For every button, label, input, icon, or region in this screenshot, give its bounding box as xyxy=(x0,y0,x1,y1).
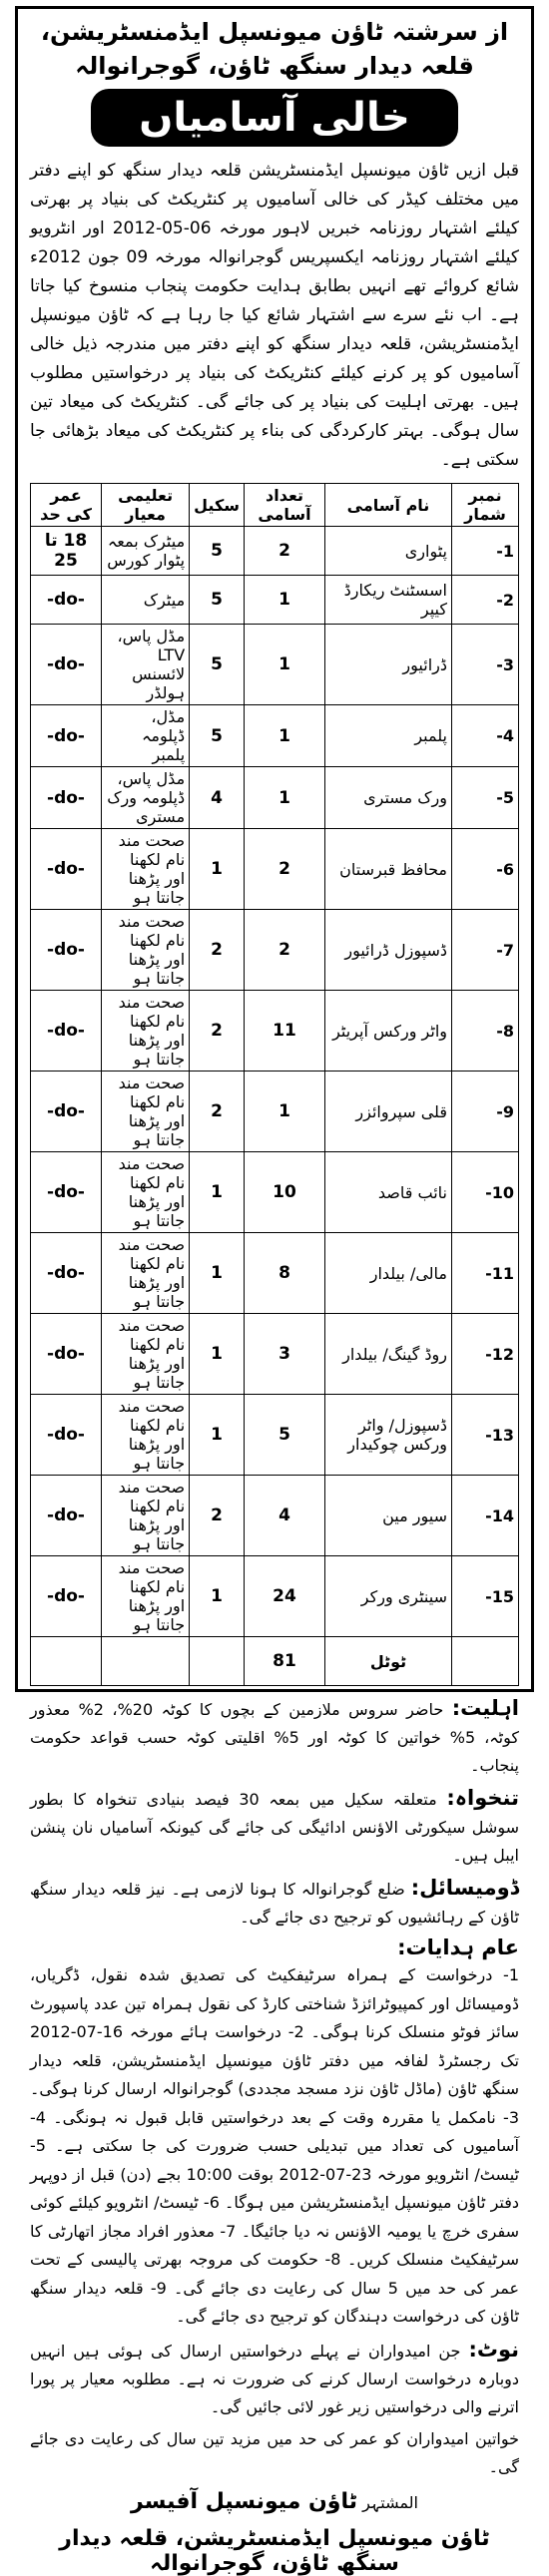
row-scale: 1 xyxy=(190,1395,245,1476)
row-sno: 2- xyxy=(452,576,519,625)
row-post: نائب قاصد xyxy=(325,1152,452,1233)
table-row xyxy=(31,1314,519,1395)
row-education: صحت مند نام لکھنا اور پڑھنا جانتا ہو xyxy=(102,1233,190,1314)
row-scale: 5 xyxy=(190,527,245,576)
row-age: -do- xyxy=(31,705,102,767)
row-count: 10 xyxy=(245,1152,325,1233)
row-post: پلمبر xyxy=(325,705,452,767)
row-scale: 5 xyxy=(190,576,245,625)
advertiser-block xyxy=(30,2489,519,2514)
header-education: تعلیمی معیار xyxy=(102,484,190,527)
row-sno: 5- xyxy=(452,767,519,829)
row-scale: 5 xyxy=(190,625,245,705)
row-age: -do- xyxy=(31,829,102,910)
row-count: 1 xyxy=(245,705,325,767)
row-count: 1 xyxy=(245,1072,325,1152)
row-scale: 5 xyxy=(190,705,245,767)
table-header-row xyxy=(31,484,519,527)
header-count: تعداد آسامی xyxy=(245,484,325,527)
row-sno: 9- xyxy=(452,1072,519,1152)
note-text: جن امیدواران نے پہلے درخواستیں ارسال کی ہوئی ہیں انہیں دوبارہ درخواست ارسال کرنے کی ضرورت نہ ہے۔ مطلوبہ معیار پر پورا اترنے والی درخواستیں زیر غور لائی جائیں گی۔ xyxy=(30,2341,519,2416)
row-scale: 1 xyxy=(190,1152,245,1233)
instructions-text: 1- درخواست کے ہمراہ سرٹیفکیٹ کی تصدیق شدہ نقول، ڈگریاں، ڈومیسائل اور کمپیوٹرائزڈ شناختی کارڈ کی نقول ہمراہ تین عدد پاسپورٹ سائز فوٹو منسلک کرنا ہوگی۔ 2- درخواست ہائے مورخہ 16-07-2012 تک رجسٹرڈ لفافہ میں دفتر ٹاؤن میونسپل ایڈمنسٹریشن، قلعہ دیدار سنگھ ٹاؤن (ماڈل ٹاؤن نزد مسجد مجددی) گوجرانوالہ ارسال کرنا ہوگی۔ 3- نامکمل یا مقررہ وقت کے بعد درخواستیں قابل قبول نہ ہونگی۔ 4- آسامیوں کی تعداد میں تبدیلی حسب ضرورت کی جا سکتی ہے۔ 5- ٹیسٹ/ انٹرویو مورخہ 23-07-2012 بوقت 10:00 بجے (دن) قبل از دوپہر دفتر ٹاؤن میونسپل ایڈمنسٹریشن میں ہوگا۔ 6- ٹیسٹ/ انٹرویو کیلئے کوئی سفری خرچ یا یومیہ الاؤنس نہ دیا جائیگا۔ 7- معذور افراد مجاز اتھارٹی کا سرٹیفکیٹ منسلک کریں۔ 8- حکومت کی مروجہ بھرتی پالیسی کے تحت عمر کی حد میں 5 سال کی رعایت دی جائے گی۔ 9- قلعہ دیدار سنگھ ٹاؤن کی درخواست دہندگان کو ترجیح دی جائے گی۔ xyxy=(30,1965,520,2326)
vacancies-table xyxy=(30,483,519,1686)
row-post: سیور مین xyxy=(325,1476,452,1556)
row-age: -do- xyxy=(31,910,102,991)
table-row xyxy=(31,1476,519,1556)
row-age: -do- xyxy=(31,576,102,625)
table-row xyxy=(31,1072,519,1152)
row-count: 2 xyxy=(245,527,325,576)
title-wrap xyxy=(30,89,519,147)
row-education: صحت مند نام لکھنا اور پڑھنا جانتا ہو xyxy=(102,829,190,910)
row-sno: 15- xyxy=(452,1556,519,1637)
row-count: 5 xyxy=(245,1395,325,1476)
salary-section xyxy=(30,1784,519,1870)
table-row xyxy=(31,1395,519,1476)
row-education: صحت مند نام لکھنا اور پڑھنا جانتا ہو xyxy=(102,991,190,1072)
row-education: مڈل پاس، LTV لائسنس ہولڈر xyxy=(102,625,190,705)
row-count: 4 xyxy=(245,1476,325,1556)
issuer-header: از سرشتہ ٹاؤن میونسپل ایڈمنسٹریشن، قلعہ دیدار سنگھ ٹاؤن، گوجرانوالہ xyxy=(40,18,509,80)
row-sno: 12- xyxy=(452,1314,519,1395)
row-age: 18 تا 25 xyxy=(31,527,102,576)
row-age: -do- xyxy=(31,1072,102,1152)
row-count: 1 xyxy=(245,625,325,705)
row-education: مڈل، ڈپلومہ پلمبر xyxy=(102,705,190,767)
footer-address: ٹاؤن میونسپل ایڈمنسٹریشن، قلعہ دیدار سنگھ ٹاؤن، گوجرانوالہ xyxy=(59,2525,490,2576)
row-post: محافظ قبرستان xyxy=(325,829,452,910)
row-scale: 1 xyxy=(190,1233,245,1314)
row-sno: 14- xyxy=(452,1476,519,1556)
note-label: نوٹ: xyxy=(468,2337,519,2361)
vacancies-title: خالی آسامیاں xyxy=(91,89,458,147)
row-age: -do- xyxy=(31,1395,102,1476)
row-count: 1 xyxy=(245,576,325,625)
row-age: -do- xyxy=(31,1152,102,1233)
row-post: ڈسپوزل ڈرائیور xyxy=(325,910,452,991)
row-sno: 4- xyxy=(452,705,519,767)
total-empty-age xyxy=(31,1637,102,1686)
row-count: 1 xyxy=(245,767,325,829)
row-post: اسسٹنٹ ریکارڈ کیپر xyxy=(325,576,452,625)
row-age: -do- xyxy=(31,625,102,705)
advertiser-label: المشتہر xyxy=(362,2492,418,2512)
row-count: 2 xyxy=(245,829,325,910)
table-row xyxy=(31,576,519,625)
domicile-section xyxy=(30,1874,519,1932)
row-age: -do- xyxy=(31,1314,102,1395)
domicile-text: ضلع گوجرانوالہ کا ہونا لازمی ہے۔ نیز قلعہ دیدار سنگھ ٹاؤن کے رہائشیوں کو ترجیح دی جائے گی۔ xyxy=(30,1880,519,1927)
row-post: ڈسپوزل/ واٹر ورکس چوکیدار xyxy=(325,1395,452,1476)
row-post: سینٹری ورکر xyxy=(325,1556,452,1637)
row-education: صحت مند نام لکھنا اور پڑھنا جانتا ہو xyxy=(102,910,190,991)
row-age: -do- xyxy=(31,767,102,829)
row-age: -do- xyxy=(31,991,102,1072)
row-sno: 3- xyxy=(452,625,519,705)
row-count: 8 xyxy=(245,1233,325,1314)
advertiser-title: ٹاؤن میونسپل آفیسر xyxy=(131,2488,357,2514)
row-post: ڈرائیور xyxy=(325,625,452,705)
row-education: میٹرک xyxy=(102,576,190,625)
eligibility-section xyxy=(30,1694,519,1780)
row-education: صحت مند نام لکھنا اور پڑھنا جانتا ہو xyxy=(102,1395,190,1476)
row-post: مالی/ بیلدار xyxy=(325,1233,452,1314)
row-sno: 10- xyxy=(452,1152,519,1233)
row-scale: 2 xyxy=(190,910,245,991)
row-count: 24 xyxy=(245,1556,325,1637)
women-note: خواتین امیدواران کو عمر کی حد میں مزید تین سال کی رعایت دی جائے گی۔ xyxy=(30,2428,519,2476)
row-post: واٹر ورکس آپریٹر xyxy=(325,991,452,1072)
row-post: روڈ گینگ/ بیلدار xyxy=(325,1314,452,1395)
header-age: عمر کی حد xyxy=(31,484,102,527)
row-scale: 1 xyxy=(190,1556,245,1637)
row-count: 11 xyxy=(245,991,325,1072)
total-empty-scale xyxy=(190,1637,245,1686)
row-age: -do- xyxy=(31,1556,102,1637)
salary-text: متعلقہ سکیل میں بمعہ 30 فیصد بنیادی تنخواہ کا بطور سوشل سیکورٹی الاؤنس ادائیگی کی جائے گی کیونکہ آسامیاں نان پنشن ایبل ہیں۔ xyxy=(30,1790,519,1865)
row-scale: 4 xyxy=(190,767,245,829)
row-sno: 1- xyxy=(452,527,519,576)
row-education: میٹرک بمعہ پٹوار کورس xyxy=(102,527,190,576)
table-row xyxy=(31,1152,519,1233)
row-count: 2 xyxy=(245,910,325,991)
row-scale: 2 xyxy=(190,1476,245,1556)
row-count: 3 xyxy=(245,1314,325,1395)
row-post: قلی سپروائزر xyxy=(325,1072,452,1152)
total-label: ٹوٹل xyxy=(325,1637,452,1686)
table-row xyxy=(31,1556,519,1637)
row-sno: 11- xyxy=(452,1233,519,1314)
row-scale: 1 xyxy=(190,829,245,910)
table-row xyxy=(31,625,519,705)
advertisement-page xyxy=(15,6,534,2576)
table-row xyxy=(31,767,519,829)
table-row xyxy=(31,910,519,991)
row-sno: 13- xyxy=(452,1395,519,1476)
instructions-label: عام ہدایات: xyxy=(397,1935,519,1959)
header-sno: نمبر شمار xyxy=(452,484,519,527)
domicile-label: ڈومیسائل: xyxy=(410,1876,519,1900)
total-row xyxy=(31,1637,519,1686)
eligibility-label: اہلیت: xyxy=(451,1696,519,1720)
row-sno: 6- xyxy=(452,829,519,910)
table-row xyxy=(31,991,519,1072)
row-education: صحت مند نام لکھنا اور پڑھنا جانتا ہو xyxy=(102,1476,190,1556)
table-row xyxy=(31,527,519,576)
row-age: -do- xyxy=(31,1476,102,1556)
total-empty-edu xyxy=(102,1637,190,1686)
row-education: صحت مند نام لکھنا اور پڑھنا جانتا ہو xyxy=(102,1152,190,1233)
total-empty-sno xyxy=(452,1637,519,1686)
header-post: نام آسامی xyxy=(325,484,452,527)
row-sno: 7- xyxy=(452,910,519,991)
eligibility-text: حاضر سروس ملازمین کے بچوں کا کوٹہ 20%، 2% معذور کوٹہ، 5% خواتین کا کوٹہ اور 5% اقلیتی کوٹہ حسب قواعد حکومت پنجاب۔ xyxy=(30,1700,519,1775)
row-scale: 2 xyxy=(190,1072,245,1152)
row-post: پٹواری xyxy=(325,527,452,576)
row-education: صحت مند نام لکھنا اور پڑھنا جانتا ہو xyxy=(102,1556,190,1637)
table-row xyxy=(31,1233,519,1314)
row-age: -do- xyxy=(31,1233,102,1314)
table-row xyxy=(31,705,519,767)
row-sno: 8- xyxy=(452,991,519,1072)
row-scale: 1 xyxy=(190,1314,245,1395)
table-row xyxy=(31,829,519,910)
row-education: مڈل پاس، ڈپلومہ ورک مستری xyxy=(102,767,190,829)
salary-label: تنخواہ: xyxy=(446,1786,520,1810)
note-section xyxy=(30,2336,519,2421)
intro-paragraph: قبل ازیں ٹاؤن میونسپل ایڈمنسٹریشن قلعہ دیدار سنگھ کو اپنے دفتر میں مختلف کیڈر کی خالی آسامیوں پر کنٹریکٹ کی بنیاد پر بھرتی کیلئے اشتہار روزنامہ خبریں لاہور مورخہ 06-05-2012 اور انٹرویو کیلئے اشتہار روزنامہ ایکسپریس گوجرانوالہ مورخہ 09 جون 2012ء شائع کروائے تھے انہیں بطابق ہدایت حکومت پنجاب منسوخ کیا جاتا ہے۔ اب نئے سرے سے اشتہار شائع کیا جا رہا ہے کہ ٹاؤن میونسپل ایڈمنسٹریشن، قلعہ دیدار سنگھ کو اپنے دفتر میں مندرجہ ذیل خالی آسامیوں کو پر کرنے کیلئے کنٹریکٹ کی بنیاد پر درخواستیں مطلوب ہیں۔ بھرتی اہلیت کی بنیاد پر کی جائے گی۔ کنٹریکٹ کی میعاد تین سال ہوگی۔ بہتر کارکردگی کی بناء پر کنٹریکٹ کی میعاد بڑھائی جا سکتی ہے۔ xyxy=(30,161,520,470)
total-value: 81 xyxy=(245,1637,325,1686)
row-education: صحت مند نام لکھنا اور پڑھنا جانتا ہو xyxy=(102,1072,190,1152)
header-scale: سکیل xyxy=(190,484,245,527)
row-education: صحت مند نام لکھنا اور پڑھنا جانتا ہو xyxy=(102,1314,190,1395)
row-post: ورک مستری xyxy=(325,767,452,829)
row-scale: 2 xyxy=(190,991,245,1072)
